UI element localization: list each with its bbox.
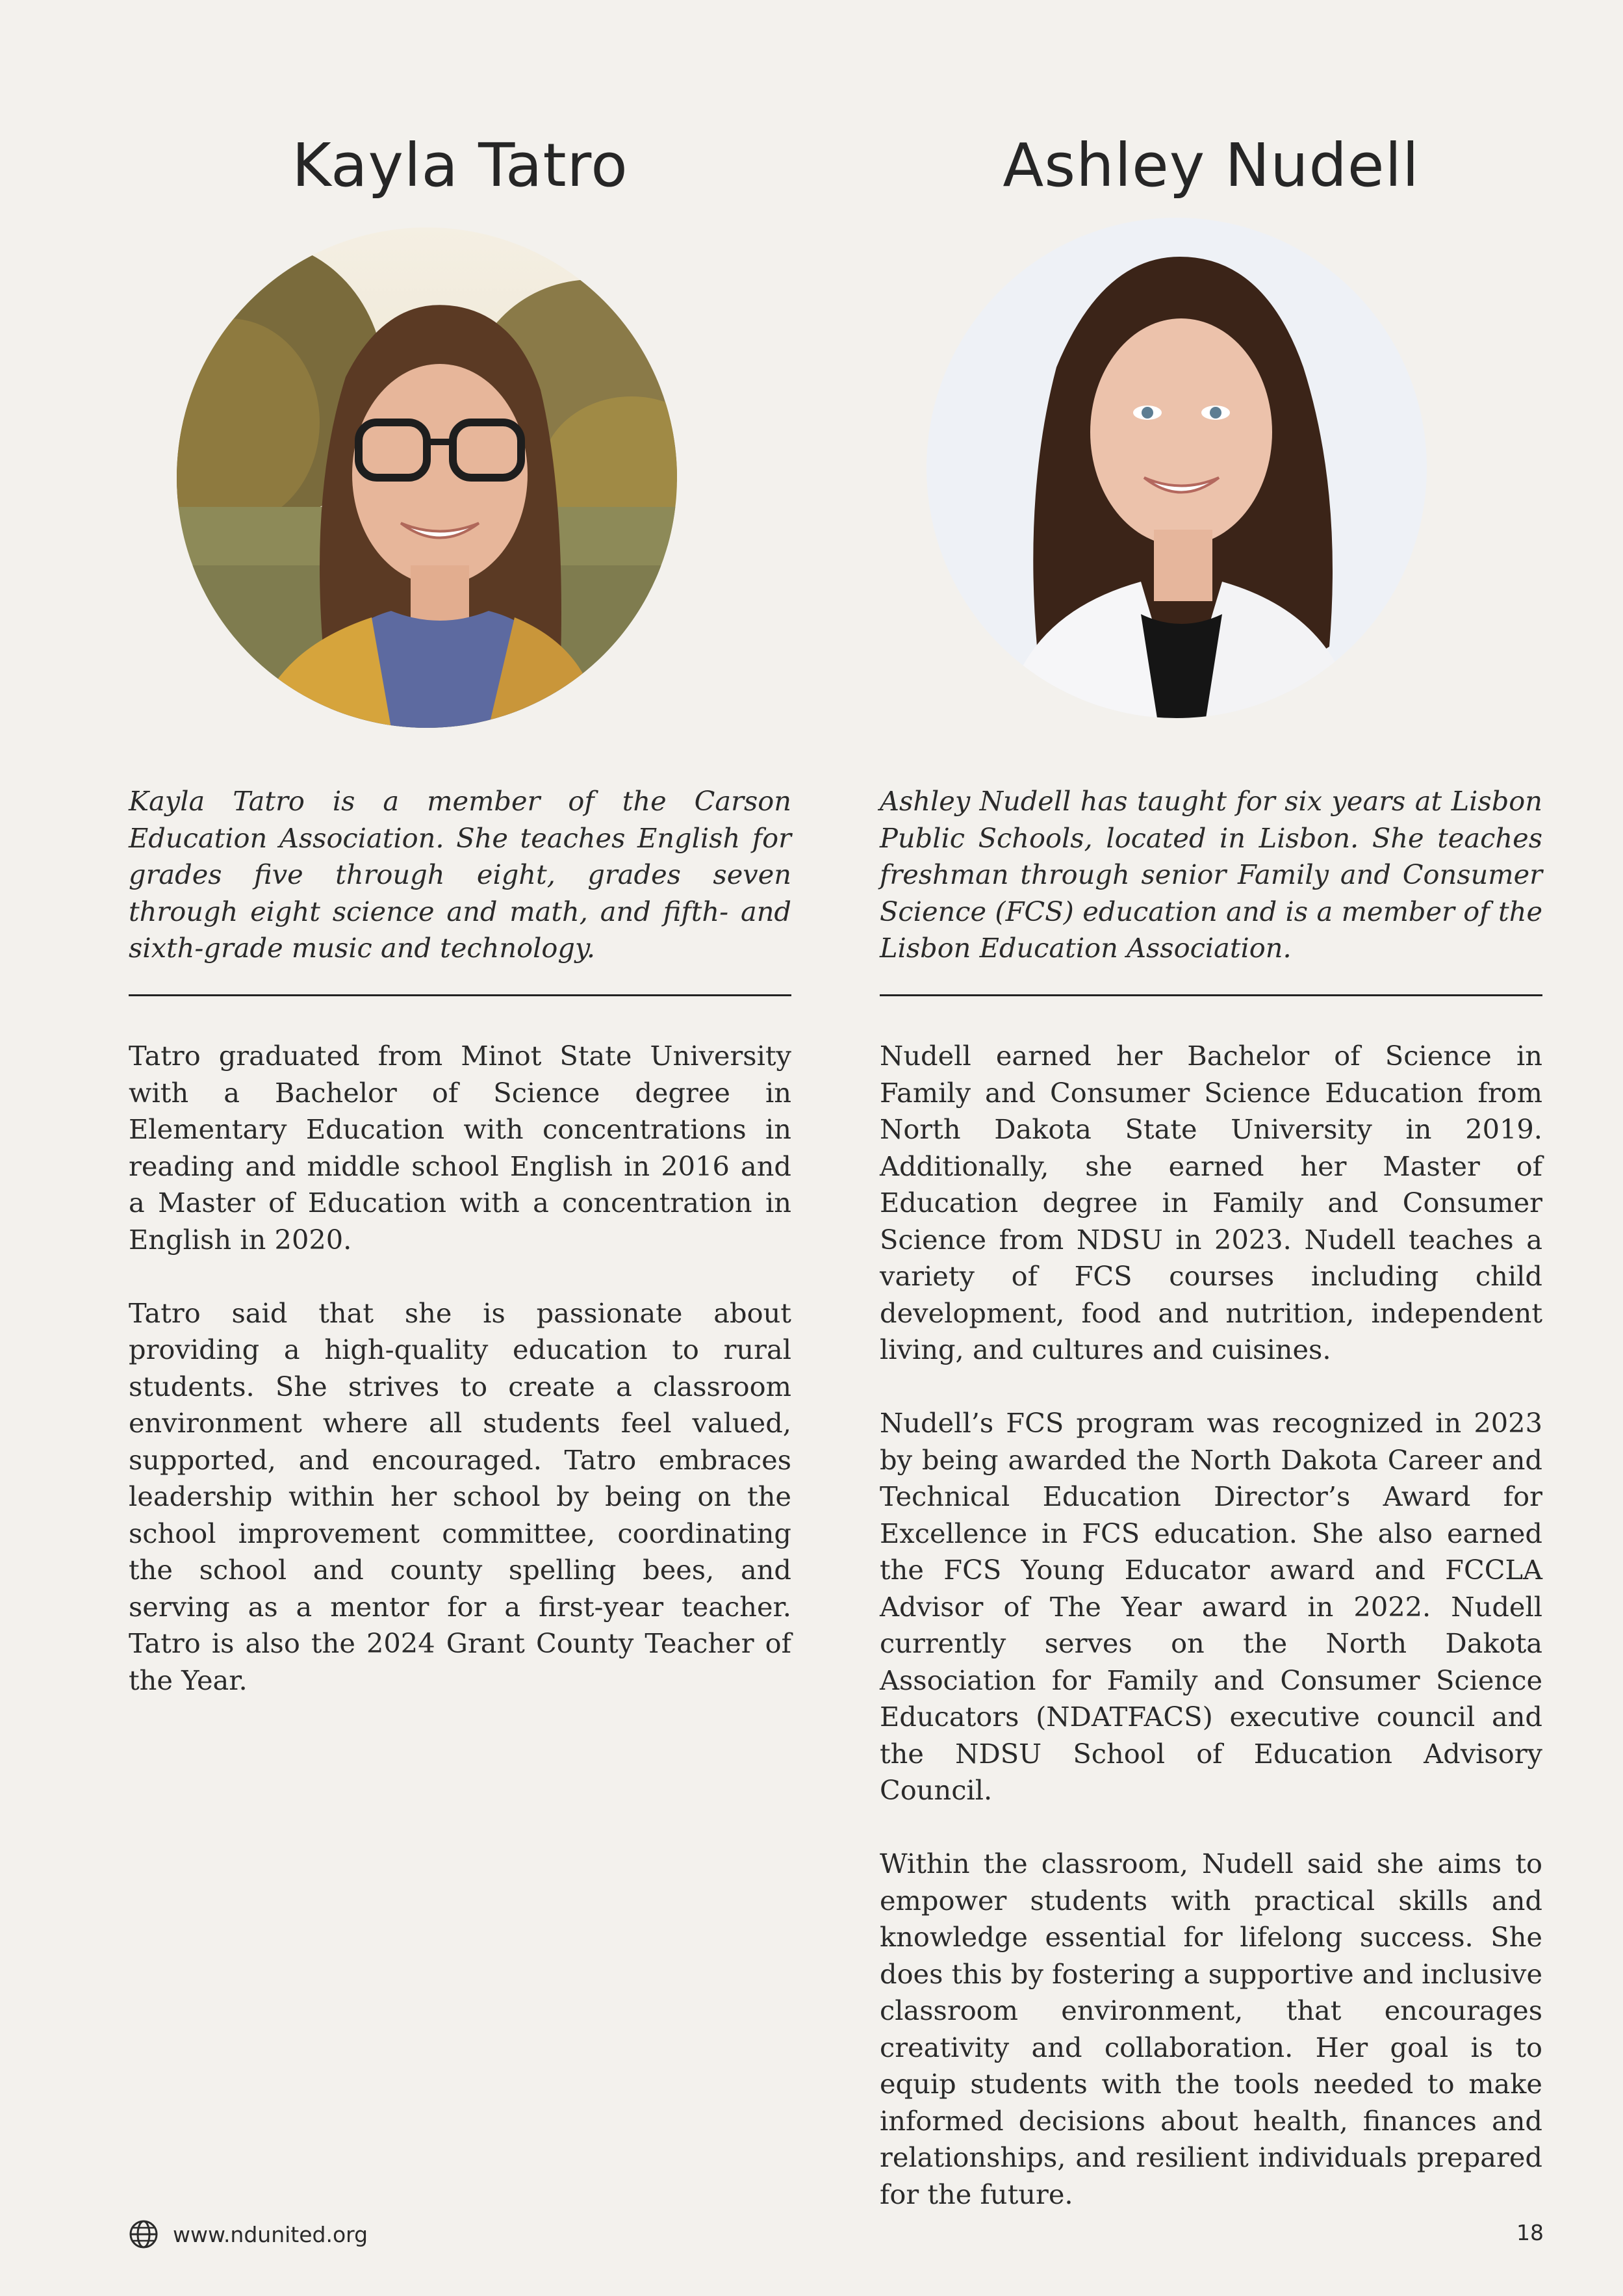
body-paragraph: Tatro graduated from Minot State University with a Bachelor of Science degree in Elementary Education with concentrations in reading and middle school English in 2016 and a Master of Education with a concentration in English in 2020.: [129, 1040, 791, 1256]
profile-photo: [177, 227, 677, 728]
section-divider: [129, 994, 791, 996]
profile-name: Kayla Tatro: [292, 131, 628, 200]
globe-icon: [129, 2219, 159, 2249]
body-paragraph: Nudell’s FCS program was recognized in 2023 by being awarded the North Dakota Career and Technical Education Director’s Award for Excellence in FCS education. She also earned the FCS Young Educator award and FCCLA Advisor of The Year award in 2022. Nudell currently serves on the North Dakota Association for Family and Consumer Science Educators (NDATFACS) executive council and the NDSU School of Education Advisory Council.: [880, 1407, 1542, 1806]
page-number: 18: [1516, 2220, 1544, 2245]
footer-website[interactable]: [129, 2219, 368, 2249]
profile-photo: [927, 218, 1427, 718]
profile-intro: Ashley Nudell has taught for six years at Lisbon Public Schools, located in Lisbon. She teaches freshman through senior Family and Consumer Science (FCS) education and is a member of the Lisbon Education Association.: [880, 785, 1542, 964]
profile-body: [129, 1038, 791, 1736]
profile-name: Ashley Nudell: [1003, 131, 1420, 200]
body-paragraph: Tatro said that she is passionate about providing a high-quality education to rural students. She strives to create a classroom environment where all students feel valued, supported, and encouraged. Tatro embraces leadership within her school by being on the school improvement committee, coordinating the school and county spelling bees, and serving as a mentor for a first-year teacher. Tatro is also the 2024 Grant County Teacher of the Year.: [129, 1296, 791, 1696]
body-paragraph: Nudell earned her Bachelor of Science in Family and Consumer Science Education from North Dakota State University in 2019. Additionally, she earned her Master of Education degree in Family and Consumer Science from NDSU in 2023. Nudell teaches a variety of FCS courses including child development, food and nutrition, independent living, and cultures and cuisines.: [880, 1040, 1542, 1365]
website-link[interactable]: www.ndunited.org: [173, 2221, 368, 2247]
profile-intro: Kayla Tatro is a member of the Carson Education Association. She teaches English for grades five through eight, grades seven through eight science and math, and fifth- and sixth-grade music and technology.: [129, 785, 791, 964]
body-paragraph: Within the classroom, Nudell said she aims to empower students with practical skills and knowledge essential for lifelong success. She does this by fostering a supportive and inclusive classroom environment, that encourages creativity and collaboration. Her goal is to equip students with the tools needed to make informed decisions about health, finances and relationships, and resilient individuals prepared for the future.: [880, 1848, 1542, 2210]
profile-body: [880, 1038, 1542, 2250]
section-divider: [880, 994, 1542, 996]
